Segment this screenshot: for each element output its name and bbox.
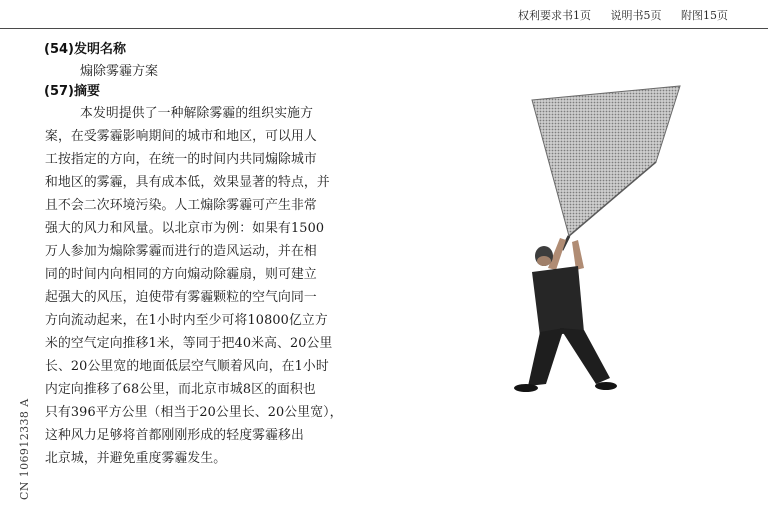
abstract-line: 长、20公里宽的地面低层空气顺着风向，在1小时 (45, 359, 329, 374)
claims-page-count: 权利要求书1页 (518, 9, 591, 22)
abstract-line: 这种风力足够将首都刚刚形成的轻度雾霾移出 (45, 428, 304, 443)
person-torso (532, 266, 584, 336)
invention-title: 煽除雾霾方案 (80, 64, 159, 79)
abstract-line: 万人参加为煽除雾霾而进行的造风运动，并在相 (45, 244, 317, 259)
abstract-line: 工按指定的方向，在统一的时间内共同煽除城市 (45, 152, 317, 167)
abstract-line: 北京城，并避免重度雾霾发生。 (45, 451, 227, 466)
abstract-line: 起强大的风压，迫使带有雾霾颗粒的空气向同一 (45, 290, 317, 305)
abstract-line: 和地区的雾霾，具有成本低，效果显著的特点，并 (45, 175, 330, 190)
abstract-label: (57)摘要 (44, 84, 100, 99)
abstract-line: 本发明提供了一种解除雾霾的组织实施方 (80, 106, 314, 121)
invention-title-label: (54)发明名称 (44, 42, 126, 57)
abstract-line: 且不会二次环境污染。人工煽除雾霾可产生非常 (45, 198, 317, 213)
person-legs (528, 328, 564, 386)
abstract-line: 强大的风力和风量。以北京市为例：如果有1500 (45, 221, 325, 236)
abstract-figure (506, 80, 690, 396)
abstract-line: 案，在受雾霾影响期间的城市和地区，可以用人 (45, 129, 317, 144)
figure-page-count: 附图15页 (681, 9, 728, 22)
abstract-line: 米的空气定向推移1米，等同于把40米高、20公里 (45, 336, 333, 351)
header-divider (0, 28, 768, 29)
abstract-line: 同的时间内向相同的方向煽动除霾扇，则可建立 (45, 267, 317, 282)
fan-panel (532, 86, 680, 236)
description-page-count: 说明书5页 (610, 9, 662, 22)
publication-number: CN 106912338 A (18, 398, 31, 500)
fan-waving-person-illustration (506, 80, 690, 396)
abstract-line: 内定向推移了68公里，而北京市城8区的面积也 (45, 382, 316, 397)
abstract-line: 只有396平方公里（相当于20公里长、20公里宽）， (45, 405, 343, 420)
page-count-header (502, 7, 728, 23)
abstract-line: 方向流动起来，在1小时内至少可将10800亿立方 (45, 313, 328, 328)
